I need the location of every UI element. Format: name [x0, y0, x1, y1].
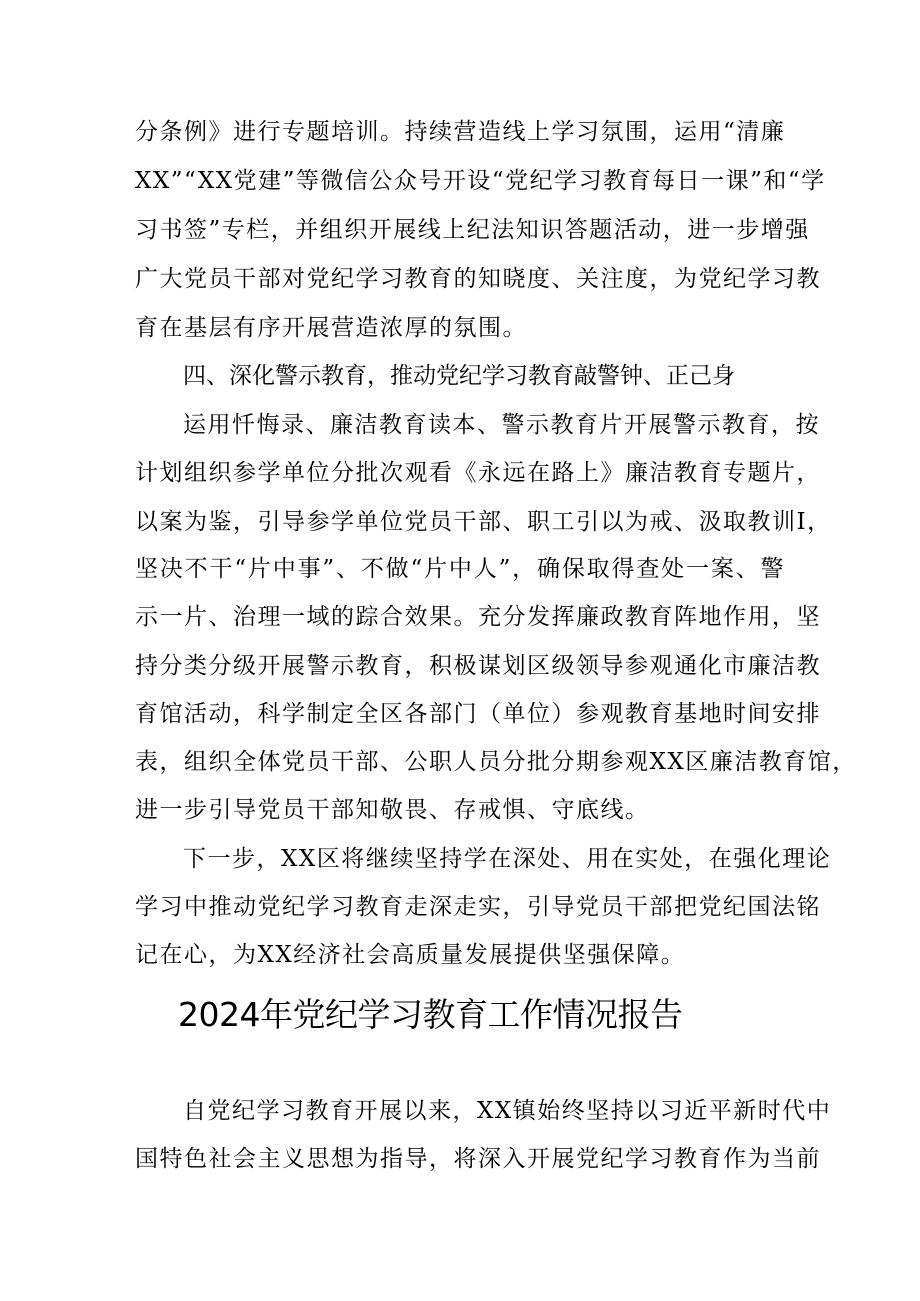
paragraph-line: 广大党员干部对党纪学习教育的知晓度、关注度，为党纪学习教	[135, 266, 821, 292]
paragraph-line: 分条例》进行专题培训。持续营造线上学习氛围，运用“清廉	[135, 119, 786, 145]
paragraph-line: 计划组织参学单位分批次观看《永远在路上》廉洁教育专题片，	[135, 460, 821, 486]
paragraph-line: 坚决不干“片中事”、不做“片中人”，确保取得查处一案、警	[135, 556, 785, 582]
paragraph-line: 示一片、治理一域的踪合效果。充分发挥廉政教育阵地作用，坚	[135, 604, 821, 630]
paragraph-line: 下一步，XX区将继续坚持学在深处、用在实处，在强化理论	[183, 846, 832, 872]
report-title: 2024年党纪学习教育工作情况报告	[178, 995, 683, 1034]
section-heading: 四、深化警示教育，推动党纪学习教育敲警钟、正己身	[183, 363, 735, 389]
paragraph-line: 运用忏悔录、廉洁教育读本、警示教育片开展警示教育，按	[183, 412, 820, 438]
paragraph-line: 进一步引导党员干部知敬畏、存戒惧、守底线。	[135, 797, 650, 823]
paragraph-line: 自党纪学习教育开展以来，XX镇始终坚持以习近平新时代中	[183, 1098, 832, 1124]
paragraph-line: 习书签”专栏，并组织开展线上纪法知识答题活动，进一步增强	[135, 217, 810, 243]
paragraph-line: 育馆活动，科学制定全区各部门（单位）参观教育基地时间安排	[135, 701, 821, 727]
paragraph-line: 国特色社会主义思想为指导，将深入开展党纪学习教育作为当前	[135, 1146, 821, 1172]
paragraph-line: 持分类分级开展警示教育，积极谋划区级领导参观通化市廉洁教	[135, 653, 821, 679]
paragraph-line: 记在心，为XX经济社会高质量发展提供坚强保障。	[135, 942, 686, 968]
paragraph-line: 表，组织全体党员干部、公职人员分批分期参观XX区廉洁教育馆，	[135, 749, 857, 775]
paragraph-line: 育在基层有序开展营造浓厚的氛围。	[135, 315, 527, 341]
paragraph-line: 学习中推动党纪学习教育走深走实，引导党员干部把党纪国法铭	[135, 894, 821, 920]
paragraph-line: 以案为鉴，引导参学单位党员干部、职工引以为戒、汲取教训I，	[135, 509, 832, 535]
paragraph-line: XX”“XX党建”等微信公众号开设“党纪学习教育每日一课”和“学	[135, 168, 826, 194]
